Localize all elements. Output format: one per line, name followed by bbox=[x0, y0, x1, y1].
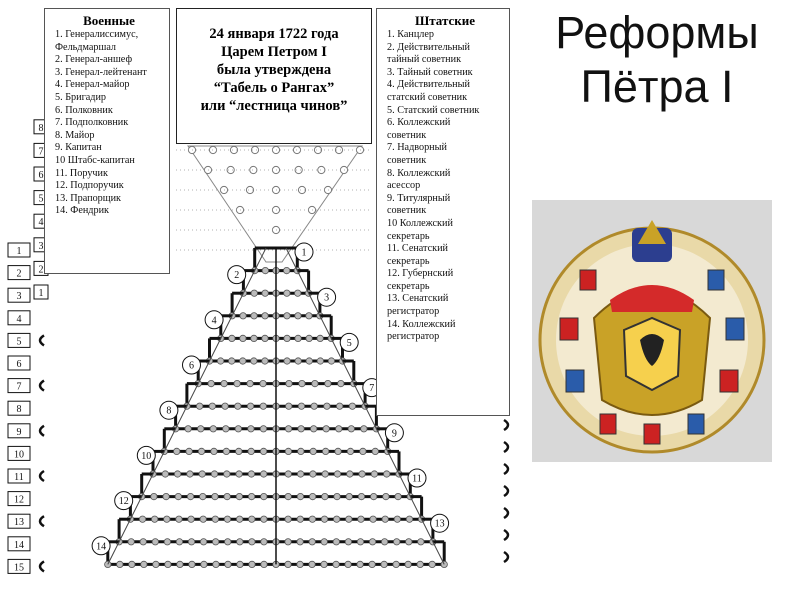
military-rank-item: 2. Генерал-аншеф bbox=[55, 54, 133, 66]
rung-node bbox=[261, 493, 267, 499]
rung-node bbox=[371, 471, 377, 477]
civil-rank-item: 11. Сенатский bbox=[387, 243, 449, 255]
rung-node bbox=[260, 403, 266, 409]
civil-rank-item: 2. Действительный bbox=[387, 41, 470, 53]
rung-node bbox=[298, 448, 304, 454]
rung-node bbox=[297, 539, 303, 545]
side-number-label: 3 bbox=[38, 240, 44, 252]
rung-node bbox=[248, 448, 254, 454]
rung-node bbox=[345, 539, 351, 545]
rung-node bbox=[174, 448, 180, 454]
rung-node bbox=[187, 493, 193, 499]
rung-node bbox=[236, 471, 242, 477]
rung-node bbox=[235, 403, 241, 409]
left-number-label: 14 bbox=[14, 539, 24, 551]
rung-node bbox=[359, 471, 365, 477]
rung-node bbox=[284, 335, 290, 341]
rung-node bbox=[285, 493, 291, 499]
curved-arrow-icon bbox=[40, 516, 44, 526]
inverted-triangle-outline bbox=[188, 146, 362, 262]
civil-rank-item: 13. Сенатский bbox=[387, 293, 449, 305]
rung-node bbox=[395, 493, 401, 499]
rung-node bbox=[317, 358, 323, 364]
curved-arrow-icon bbox=[40, 335, 44, 345]
civil-rank-item: 14. Коллежский bbox=[387, 318, 456, 330]
rung-node bbox=[357, 539, 363, 545]
rung-node bbox=[372, 448, 378, 454]
decree-line: или “лестница чинов” bbox=[200, 98, 348, 114]
civil-rank-item: 6. Коллежский bbox=[387, 117, 451, 129]
rung-node bbox=[295, 358, 301, 364]
rung-node bbox=[224, 516, 230, 522]
military-rank-item: 13. Прапорщик bbox=[55, 192, 122, 204]
decree-line: Царем Петром I bbox=[221, 44, 327, 60]
rung-node bbox=[209, 403, 215, 409]
left-number-label: 13 bbox=[14, 517, 24, 529]
rung-node bbox=[406, 539, 412, 545]
rung-node bbox=[164, 539, 170, 545]
civil-heading: Штатские bbox=[414, 13, 476, 28]
rank-circle-label: 10 bbox=[141, 450, 152, 462]
military-rank-item: 3. Генерал-лейтенант bbox=[55, 66, 147, 78]
military-heading: Военные bbox=[83, 13, 135, 28]
rung-node bbox=[164, 516, 170, 522]
rung-node bbox=[228, 358, 234, 364]
rung-node bbox=[240, 335, 246, 341]
curved-arrow-icon bbox=[504, 552, 508, 562]
rung-node bbox=[240, 313, 246, 319]
left-number-label: 12 bbox=[14, 494, 24, 506]
rung-node bbox=[393, 539, 399, 545]
rung-node bbox=[222, 403, 228, 409]
rung-node bbox=[310, 471, 316, 477]
rung-node bbox=[200, 516, 206, 522]
rung-node bbox=[212, 516, 218, 522]
rung-node bbox=[347, 471, 353, 477]
rung-node bbox=[262, 290, 268, 296]
rung-node bbox=[284, 313, 290, 319]
civil-rank-item: асессор bbox=[387, 180, 421, 192]
decree-box bbox=[176, 8, 372, 144]
rung-node bbox=[139, 516, 145, 522]
military-rank-item: 11. Поручик bbox=[55, 167, 108, 179]
rung-node bbox=[284, 358, 290, 364]
rung-node bbox=[248, 426, 254, 432]
side-number-label: 8 bbox=[38, 122, 44, 134]
rung-node bbox=[348, 426, 354, 432]
decree-line: была утверждена bbox=[216, 62, 332, 78]
left-number-label: 4 bbox=[16, 313, 22, 325]
rung-node bbox=[262, 313, 268, 319]
rung-node bbox=[334, 471, 340, 477]
rung-node bbox=[140, 539, 146, 545]
left-number-label: 1 bbox=[16, 246, 22, 257]
rung-node bbox=[309, 493, 315, 499]
rung-node bbox=[297, 561, 303, 567]
rung-node bbox=[224, 493, 230, 499]
rung-node bbox=[370, 516, 376, 522]
rank-circle-label: 6 bbox=[189, 360, 194, 372]
rung-node bbox=[309, 539, 315, 545]
civil-rank-item: советник bbox=[387, 154, 427, 166]
civil-rank-item: 9. Титулярный bbox=[387, 192, 451, 204]
rung-node bbox=[429, 561, 435, 567]
rank-circle-label: 12 bbox=[118, 496, 129, 508]
left-number-label: 5 bbox=[16, 336, 22, 348]
civil-rank-item: 3. Тайный советник bbox=[387, 66, 473, 78]
military-ranks-panel bbox=[44, 8, 170, 274]
rung-node bbox=[211, 448, 217, 454]
rung-node bbox=[336, 426, 342, 432]
civil-rank-item: 8. Коллежский bbox=[387, 167, 451, 179]
rung-node bbox=[345, 561, 351, 567]
rung-node bbox=[199, 471, 205, 477]
left-number-label: 15 bbox=[14, 562, 24, 574]
left-number-label: 7 bbox=[16, 381, 22, 393]
rung-node bbox=[152, 539, 158, 545]
rung-node bbox=[383, 493, 389, 499]
rung-node bbox=[336, 403, 342, 409]
rung-node bbox=[174, 471, 180, 477]
military-ranks-list bbox=[55, 29, 163, 218]
rung-node bbox=[235, 426, 241, 432]
rank-circle-label: 3 bbox=[324, 292, 330, 304]
civil-rank-item: секретарь bbox=[387, 255, 430, 267]
rung-node bbox=[323, 426, 329, 432]
rung-node bbox=[247, 380, 253, 386]
triangle-node bbox=[250, 166, 257, 173]
rung-node bbox=[151, 516, 157, 522]
side-number-label: 5 bbox=[38, 193, 44, 205]
rung-node bbox=[176, 516, 182, 522]
rung-node bbox=[151, 493, 157, 499]
rung-node bbox=[297, 516, 303, 522]
rung-node bbox=[240, 358, 246, 364]
rung-node bbox=[361, 426, 367, 432]
rung-node bbox=[357, 561, 363, 567]
left-number-label: 9 bbox=[16, 426, 22, 438]
rung-node bbox=[188, 516, 194, 522]
triangle-node bbox=[318, 166, 325, 173]
rung-node bbox=[285, 471, 291, 477]
rung-node bbox=[360, 448, 366, 454]
rung-node bbox=[333, 516, 339, 522]
rung-node bbox=[200, 493, 206, 499]
rung-node bbox=[338, 380, 344, 386]
rung-node bbox=[310, 426, 316, 432]
rung-node bbox=[322, 471, 328, 477]
rung-node bbox=[249, 516, 255, 522]
rung-node bbox=[186, 448, 192, 454]
coat-of-arms-image bbox=[532, 200, 772, 462]
side-number-label: 1 bbox=[38, 288, 44, 299]
civil-ranks-list bbox=[387, 29, 503, 344]
rung-node bbox=[285, 448, 291, 454]
rung-node bbox=[198, 426, 204, 432]
rung-node bbox=[251, 313, 257, 319]
side-number-label: 7 bbox=[38, 146, 44, 158]
civil-rank-item: 4. Действительный bbox=[387, 79, 470, 91]
side-number-label: 4 bbox=[38, 217, 44, 229]
rung-node bbox=[349, 403, 355, 409]
rung-node bbox=[295, 313, 301, 319]
rung-node bbox=[321, 539, 327, 545]
curved-arrow-icon bbox=[504, 508, 508, 518]
rung-node bbox=[346, 493, 352, 499]
rung-node bbox=[153, 561, 159, 567]
rank-circle-label: 11 bbox=[412, 473, 422, 485]
rung-node bbox=[335, 448, 341, 454]
rung-node bbox=[224, 471, 230, 477]
rung-node bbox=[418, 539, 424, 545]
military-rank-item: 14. Фендрик bbox=[55, 205, 109, 217]
rung-node bbox=[299, 380, 305, 386]
curved-arrow-icon bbox=[504, 530, 508, 540]
rung-node bbox=[306, 358, 312, 364]
rung-node bbox=[312, 380, 318, 386]
curved-arrow-icon bbox=[40, 381, 44, 391]
rung-node bbox=[163, 493, 169, 499]
left-number-label: 6 bbox=[16, 359, 22, 370]
rung-node bbox=[309, 561, 315, 567]
civil-ranks-panel bbox=[376, 8, 510, 416]
rung-node bbox=[260, 380, 266, 386]
rung-node bbox=[306, 335, 312, 341]
side-number-label: 6 bbox=[38, 170, 44, 181]
rank-circle-label: 13 bbox=[434, 518, 445, 530]
rung-node bbox=[394, 516, 400, 522]
rung-node bbox=[285, 539, 291, 545]
rank-circle-label: 4 bbox=[211, 315, 217, 327]
rung-node bbox=[129, 561, 135, 567]
left-number-label: 3 bbox=[16, 291, 22, 303]
civil-rank-item: 12. Губернский bbox=[387, 268, 454, 280]
rung-node bbox=[309, 516, 315, 522]
rung-node bbox=[196, 403, 202, 409]
curved-arrow-icon bbox=[504, 464, 508, 474]
rung-node bbox=[382, 516, 388, 522]
left-number-label: 11 bbox=[14, 472, 24, 483]
rank-circle-label: 7 bbox=[369, 383, 375, 395]
rung-node bbox=[117, 561, 123, 567]
rung-node bbox=[384, 471, 390, 477]
rung-node bbox=[211, 471, 217, 477]
rank-circle-label: 14 bbox=[96, 541, 107, 553]
curved-arrow-icon bbox=[40, 426, 44, 436]
military-rank-item: Фельдмаршал bbox=[55, 41, 117, 53]
rung-node bbox=[248, 493, 254, 499]
rung-node bbox=[261, 471, 267, 477]
rung-node bbox=[285, 426, 291, 432]
civil-rank-item: советник bbox=[387, 205, 427, 217]
rung-node bbox=[225, 561, 231, 567]
rung-node bbox=[189, 561, 195, 567]
civil-rank-item: 7. Надворный bbox=[387, 142, 447, 154]
rung-node bbox=[188, 539, 194, 545]
rung-node bbox=[285, 516, 291, 522]
civil-rank-item: 10 Коллежский bbox=[387, 217, 453, 229]
rung-node bbox=[251, 290, 257, 296]
rung-node bbox=[381, 539, 387, 545]
rung-node bbox=[317, 335, 323, 341]
rung-node bbox=[234, 380, 240, 386]
rung-node bbox=[237, 539, 243, 545]
rung-node bbox=[285, 561, 291, 567]
military-rank-item: 9. Капитан bbox=[55, 142, 102, 154]
rung-node bbox=[260, 426, 266, 432]
rung-node bbox=[417, 561, 423, 567]
rung-node bbox=[249, 539, 255, 545]
rung-node bbox=[217, 358, 223, 364]
rung-node bbox=[328, 358, 334, 364]
rung-node bbox=[251, 358, 257, 364]
curved-arrow-icon bbox=[40, 561, 44, 571]
curved-arrow-icon bbox=[504, 442, 508, 452]
page-title: Реформы Пётра I bbox=[555, 7, 759, 112]
rung-node bbox=[247, 403, 253, 409]
rung-node bbox=[213, 561, 219, 567]
military-rank-item: 10 Штабс-капитан bbox=[55, 154, 135, 166]
decree-line: 24 января 1722 года bbox=[209, 26, 339, 42]
rung-node bbox=[284, 290, 290, 296]
rung-node bbox=[262, 267, 268, 273]
military-rank-item: 12. Подпоручик bbox=[55, 180, 124, 192]
rung-node bbox=[405, 561, 411, 567]
rung-node bbox=[406, 516, 412, 522]
rung-node bbox=[297, 471, 303, 477]
rung-node bbox=[223, 448, 229, 454]
rung-node bbox=[225, 539, 231, 545]
rung-node bbox=[261, 539, 267, 545]
rung-node bbox=[212, 493, 218, 499]
military-rank-item: 4. Генерал-майор bbox=[55, 79, 130, 91]
civil-rank-item: советник bbox=[387, 129, 427, 141]
rung-node bbox=[295, 335, 301, 341]
rung-node bbox=[198, 448, 204, 454]
rung-node bbox=[393, 561, 399, 567]
rung-node bbox=[298, 403, 304, 409]
rung-node bbox=[141, 561, 147, 567]
rank-circle-label: 5 bbox=[346, 337, 352, 349]
rung-node bbox=[176, 539, 182, 545]
decree-line: “Табель о Рангах” bbox=[213, 80, 335, 96]
rung-node bbox=[306, 313, 312, 319]
rung-node bbox=[236, 448, 242, 454]
rung-node bbox=[248, 471, 254, 477]
rank-circle-label: 1 bbox=[301, 247, 307, 259]
rung-node bbox=[334, 493, 340, 499]
rung-node bbox=[333, 561, 339, 567]
rung-node bbox=[310, 448, 316, 454]
rung-node bbox=[237, 561, 243, 567]
rung-node bbox=[321, 516, 327, 522]
rung-node bbox=[262, 358, 268, 364]
rung-node bbox=[208, 380, 214, 386]
rung-node bbox=[212, 539, 218, 545]
rung-node bbox=[322, 493, 328, 499]
rung-node bbox=[358, 516, 364, 522]
rung-node bbox=[236, 516, 242, 522]
rung-node bbox=[261, 561, 267, 567]
military-rank-item: 5. Бригадир bbox=[55, 91, 107, 103]
civil-rank-item: статский советник bbox=[387, 91, 468, 103]
rung-node bbox=[201, 561, 207, 567]
civil-rank-item: 1. Канцлер bbox=[387, 29, 434, 40]
military-rank-item: 8. Майор bbox=[55, 129, 95, 141]
rung-node bbox=[298, 426, 304, 432]
rung-node bbox=[175, 493, 181, 499]
rung-node bbox=[210, 426, 216, 432]
left-number-label: 8 bbox=[16, 404, 22, 416]
military-rank-item: 6. Полковник bbox=[55, 104, 113, 116]
rung-node bbox=[162, 471, 168, 477]
rung-node bbox=[370, 493, 376, 499]
military-rank-item: 1. Генералиссимус, bbox=[55, 29, 139, 40]
rung-node bbox=[311, 403, 317, 409]
civil-rank-item: регистратор bbox=[387, 331, 440, 343]
rung-node bbox=[128, 539, 134, 545]
rung-node bbox=[187, 471, 193, 477]
civil-rank-item: регистратор bbox=[387, 306, 440, 318]
rung-node bbox=[251, 335, 257, 341]
civil-rank-item: 5. Статский советник bbox=[387, 104, 480, 116]
rung-node bbox=[347, 448, 353, 454]
rank-circle-label: 8 bbox=[166, 405, 172, 417]
side-number-label: 2 bbox=[38, 264, 44, 276]
left-number-label: 2 bbox=[16, 268, 22, 280]
rung-node bbox=[221, 380, 227, 386]
rung-node bbox=[165, 561, 171, 567]
rung-node bbox=[358, 493, 364, 499]
civil-rank-item: секретарь bbox=[387, 230, 430, 242]
left-number-label: 10 bbox=[14, 449, 24, 461]
rung-node bbox=[249, 561, 255, 567]
rung-node bbox=[346, 516, 352, 522]
military-rank-item: 7. Подполковник bbox=[55, 117, 129, 129]
rung-node bbox=[297, 493, 303, 499]
rung-node bbox=[236, 493, 242, 499]
rung-node bbox=[262, 335, 268, 341]
civil-rank-item: тайный советник bbox=[387, 54, 462, 66]
rung-node bbox=[286, 403, 292, 409]
rung-node bbox=[177, 561, 183, 567]
rung-node bbox=[325, 380, 331, 386]
rank-circle-label: 9 bbox=[391, 428, 397, 440]
rung-node bbox=[185, 426, 191, 432]
rung-node bbox=[321, 561, 327, 567]
rung-node bbox=[261, 516, 267, 522]
rung-node bbox=[369, 561, 375, 567]
rung-node bbox=[295, 290, 301, 296]
rung-node bbox=[200, 539, 206, 545]
curved-arrow-icon bbox=[504, 486, 508, 496]
rung-node bbox=[369, 539, 375, 545]
rung-node bbox=[286, 380, 292, 386]
rung-node bbox=[229, 335, 235, 341]
rung-node bbox=[324, 403, 330, 409]
rank-circle-label: 2 bbox=[234, 270, 240, 282]
rung-node bbox=[283, 267, 289, 273]
civil-rank-item: секретарь bbox=[387, 280, 430, 292]
rung-node bbox=[381, 561, 387, 567]
rung-node bbox=[333, 539, 339, 545]
rung-node bbox=[260, 448, 266, 454]
rung-node bbox=[223, 426, 229, 432]
curved-arrow-icon bbox=[40, 471, 44, 481]
rung-node bbox=[322, 448, 328, 454]
curved-arrow-icon bbox=[504, 420, 508, 430]
